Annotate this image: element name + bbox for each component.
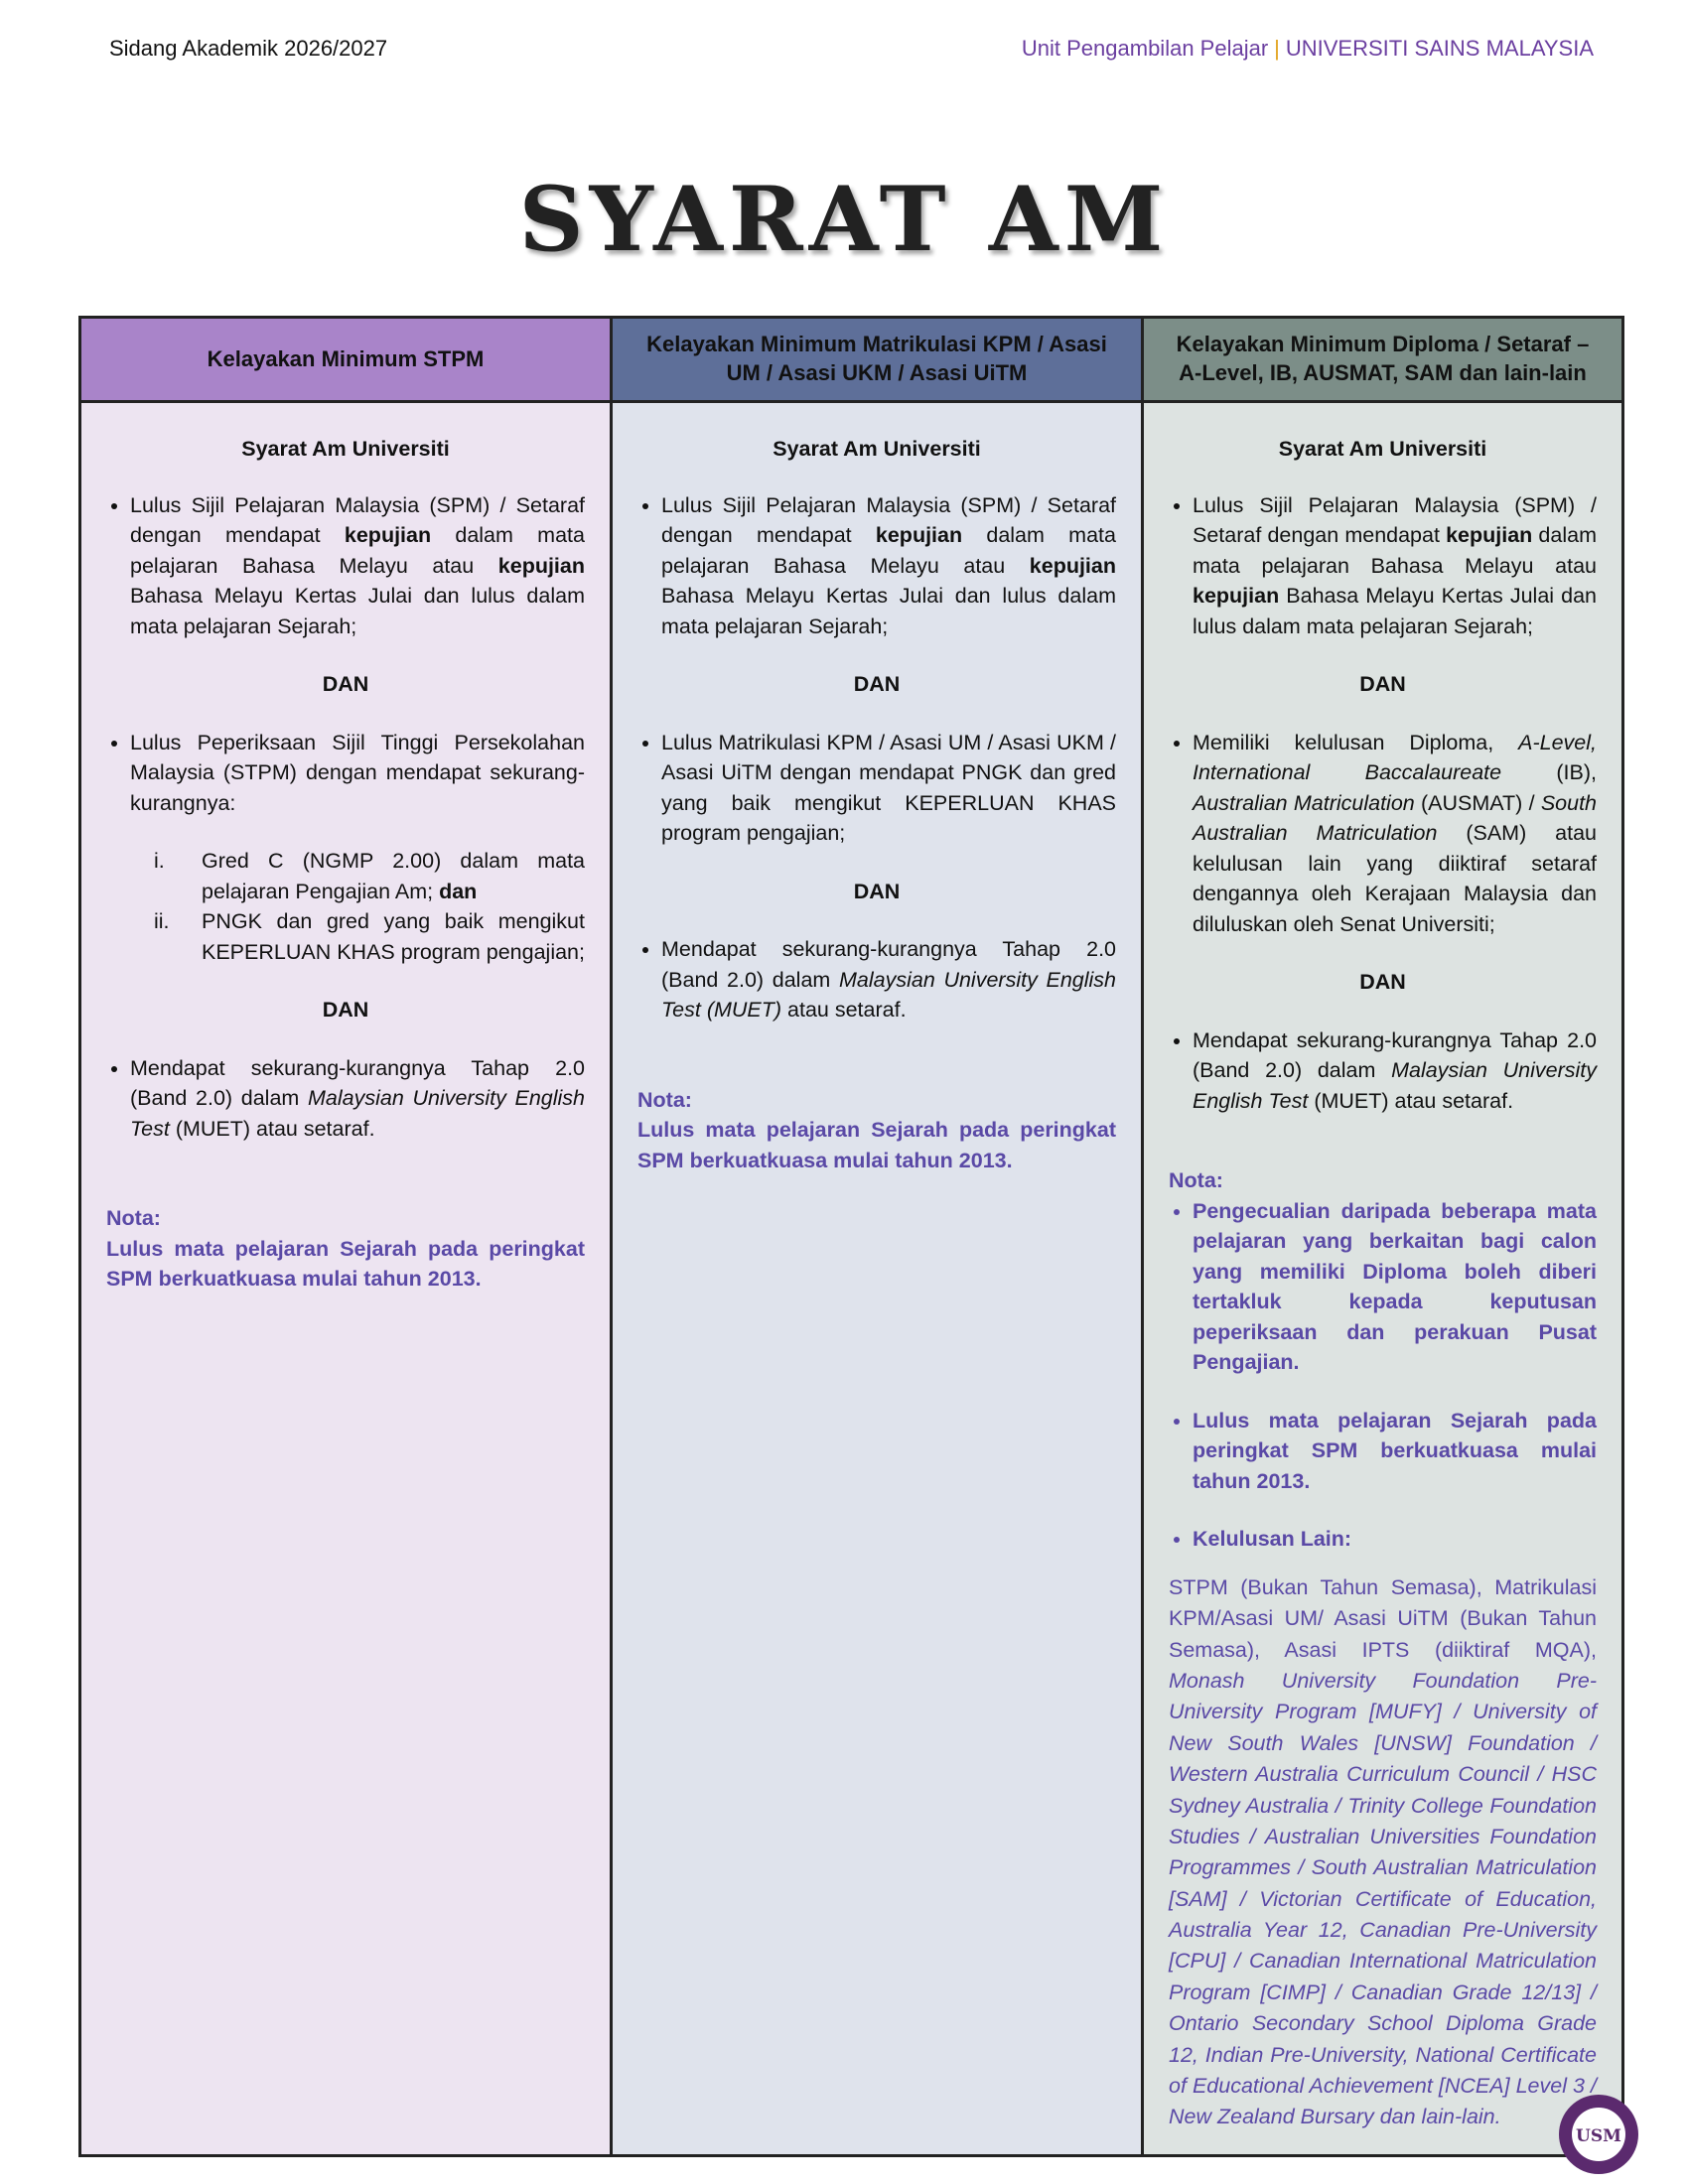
nota-block — [106, 1203, 585, 1295]
list-item: • Mendapat sekurang-kurangnya Tahap 2.0 (Band 2.0) dalam Malaysian University English Test (MUET) atau setaraf. — [661, 934, 1116, 1025]
table-body-row — [80, 402, 1623, 2156]
list-item: • Lulus Matrikulasi KPM / Asasi UM / Asasi UKM / Asasi UiTM dengan mendapat PNGK dan gred yang baik mengikut KEPERLUAN KHAS program pengajian; — [661, 728, 1116, 849]
column-heading-diploma: Kelayakan Minimum Diploma / Setaraf – A-Level, IB, AUSMAT, SAM dan lain-lain — [1143, 318, 1623, 402]
requirement-list — [1169, 1025, 1597, 1117]
requirement-list — [637, 728, 1116, 849]
requirement-list — [637, 934, 1116, 1025]
kelulusan-lain-text: STPM (Bukan Tahun Semasa), Matrikulasi KPM/Asasi UM/ Asasi UiTM (Bukan Tahun Semasa), Asasi IPTS (diiktiraf MQA), Monash University Foundation Pre-University Program [MUFY] / University of New South Wales [UNSW] Foundation / Western Australia Curriculum Council / HSC Sydney Australia / Trinity College Foundation Studies / Australian Universities Foundation Programmes / South Australian Matriculation [SAM] / Victorian Certificate of Education, Australia Year 12, Canadian Pre-University [CPU] / Canadian International Matriculation Program [CIMP] / Canadian Grade 12/13] / Ontario Secondary School Diploma Grade 12, Indian Pre-University, National Certificate of Educational Achievement [NCEA] Level 3 / New Zealand Bursary dan lain-lain. — [1169, 1574, 1597, 2129]
requirement-list — [106, 1053, 585, 1145]
nota-text: Lulus mata pelajaran Sejarah pada peringkat SPM berkuatkuasa mulai tahun 2013. — [637, 1118, 1116, 1172]
nota-label: Nota: — [106, 1206, 161, 1231]
page-title: SYARAT AM — [518, 167, 1170, 272]
dan-divider: DAN — [1359, 970, 1406, 995]
requirement-list — [637, 490, 1116, 642]
unit-label: Unit Pengambilan Pelajar — [1021, 36, 1269, 61]
table-header-row — [80, 318, 1623, 402]
dan-divider: DAN — [853, 672, 901, 697]
nota-text: Lulus mata pelajaran Sejarah pada peringkat SPM berkuatkuasa mulai tahun 2013. — [106, 1236, 585, 1292]
dan-divider: DAN — [853, 879, 901, 903]
requirement-list — [106, 728, 585, 968]
header-separator: | — [1274, 36, 1280, 61]
column-heading-stpm: Kelayakan Minimum STPM — [80, 318, 612, 402]
column-diploma — [1143, 402, 1623, 2156]
nota-block — [1169, 1165, 1597, 2132]
nota-item: • Pengecualian daripada beberapa mata pelajaran yang berkaitan bagi calon yang memiliki Diploma boleh diberi tertakluk kepada keputusan peperiksaan dan perakuan Pusat Pengajian. — [1193, 1196, 1597, 1378]
nota-item: • Lulus mata pelajaran Sejarah pada peringkat SPM berkuatkuasa mulai tahun 2013. — [1193, 1406, 1597, 1497]
subheading: Syarat Am Universiti — [241, 437, 450, 461]
subheading: Syarat Am Universiti — [1278, 437, 1487, 461]
session-label: Sidang Akademik 2026/2027 — [109, 36, 388, 61]
roman-list — [130, 846, 585, 967]
requirements-table — [78, 316, 1624, 2157]
logo-text: USM — [1576, 2126, 1621, 2146]
nota-list — [1169, 1196, 1597, 1555]
roman-item: i. Gred C (NGMP 2.00) dalam mata pelajaran Pengajian Am; dan — [154, 849, 585, 903]
column-heading-matrikulasi: Kelayakan Minimum Matrikulasi KPM / Asasi UM / Asasi UKM / Asasi UiTM — [612, 318, 1143, 402]
list-item: • Mendapat sekurang-kurangnya Tahap 2.0 (Band 2.0) dalam Malaysian University English Test (MUET) atau setaraf. — [1193, 1025, 1597, 1117]
university-label: UNIVERSITI SAINS MALAYSIA — [1285, 36, 1594, 61]
header-unit — [1022, 36, 1594, 62]
nota-label: Nota: — [1169, 1168, 1223, 1193]
dan-divider: DAN — [322, 998, 369, 1023]
requirement-list — [1169, 490, 1597, 642]
list-item: • Memiliki kelulusan Diploma, A-Level, International Baccalaureate (IB), Australian Matriculation (AUSMAT) / South Australian Matriculation (SAM) atau kelulusan lain yang diiktiraf setaraf dengannya oleh Kerajaan Malaysia dan diluluskan oleh Senat Universiti; — [1193, 728, 1597, 940]
list-item: • Mendapat sekurang-kurangnya Tahap 2.0 (Band 2.0) dalam Malaysian University English Test (MUET) atau setaraf. — [130, 1053, 585, 1145]
list-item: • Lulus Peperiksaan Sijil Tinggi Persekolahan Malaysia (STPM) dengan mendapat sekurang-kurangnya: i. Gred C (NGMP 2.00) dalam mata pelajaran Pengajian Am; dan ii. PNGK dan gred yang baik mengikut KEPERLUAN KHAS program pengajian; — [130, 728, 585, 968]
column-matrikulasi — [612, 402, 1143, 2156]
list-item: • Lulus Sijil Pelajaran Malaysia (SPM) / Setaraf dengan mendapat kepujian dalam mata pelajaran Bahasa Melayu atau kepujian Bahasa Melayu Kertas Julai dan lulus dalam mata pelajaran Sejarah; — [661, 490, 1116, 642]
usm-logo — [1557, 2093, 1640, 2176]
nota-item: • Kelulusan Lain: — [1193, 1524, 1597, 1555]
requirement-list — [1169, 728, 1597, 940]
list-item: • Lulus Sijil Pelajaran Malaysia (SPM) / Setaraf dengan mendapat kepujian dalam mata pelajaran Bahasa Melayu atau kepujian Bahasa Melayu Kertas Julai dan lulus dalam mata pelajaran Sejarah; — [130, 490, 585, 642]
dan-divider: DAN — [1359, 672, 1406, 697]
subheading: Syarat Am Universiti — [773, 437, 981, 461]
column-stpm — [80, 402, 612, 2156]
dan-divider: DAN — [322, 672, 369, 697]
nota-block — [637, 1085, 1116, 1176]
nota-label: Nota: — [637, 1087, 692, 1112]
requirement-list — [106, 490, 585, 642]
roman-item: ii. PNGK dan gred yang baik mengikut KEPERLUAN KHAS program pengajian; — [154, 909, 585, 964]
list-item: • Lulus Sijil Pelajaran Malaysia (SPM) / Setaraf dengan mendapat kepujian dalam mata pelajaran Bahasa Melayu atau kepujian Bahasa Melayu Kertas Julai dan lulus dalam mata pelajaran Sejarah; — [1193, 490, 1597, 642]
